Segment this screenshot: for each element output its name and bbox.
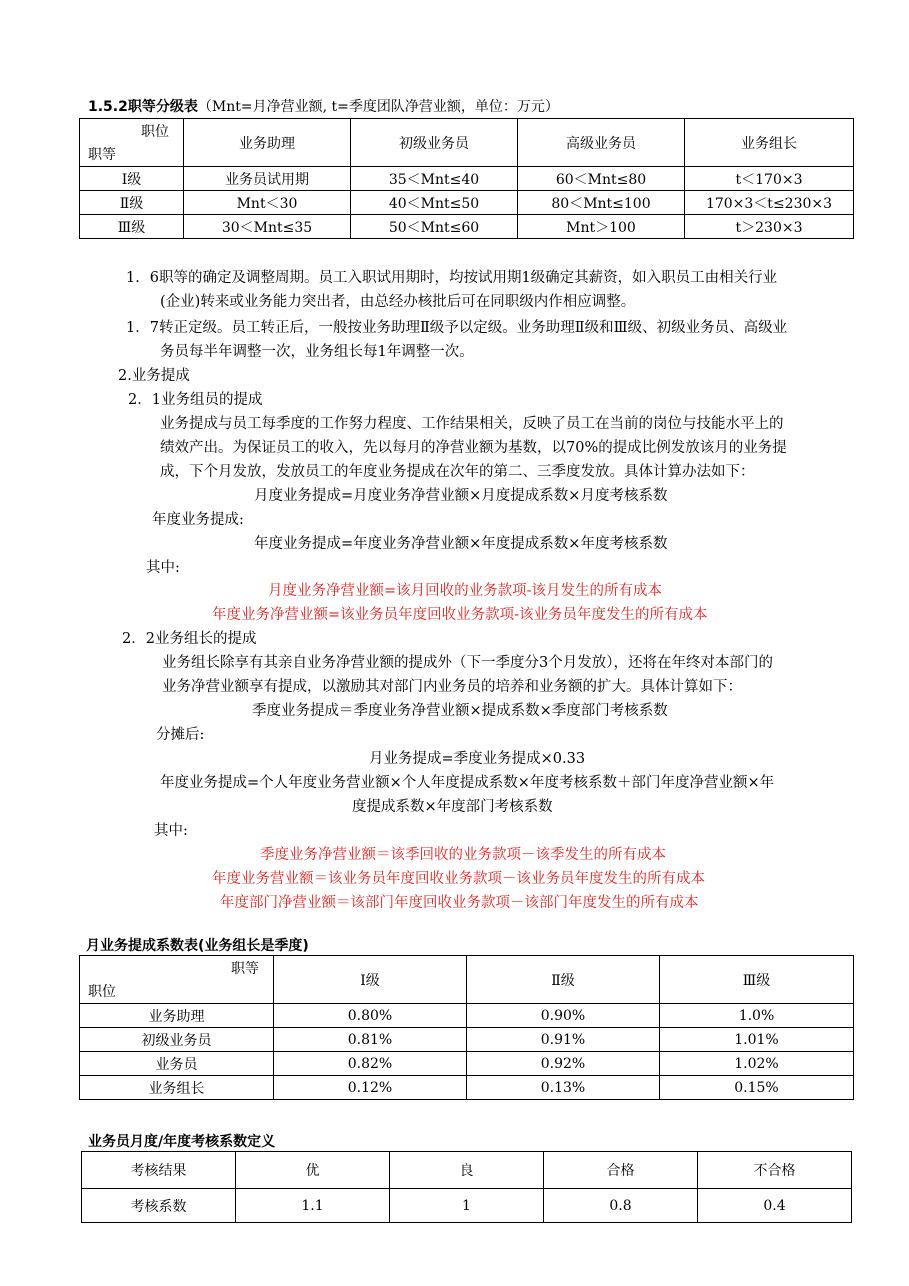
table2-corner-top: 职等	[231, 961, 259, 977]
formula-annual-leader: 年度业务提成=个人年度业务营业额×个人年度提成系数×年度考核系数＋部门年度净营业额×年	[160, 775, 775, 791]
formula-monthly: 月度业务提成=月度业务净营业额×月度提成系数×月度考核系数	[254, 488, 668, 504]
table-cell: 0.80%	[274, 1004, 467, 1028]
position-label: 业务助理	[80, 1004, 274, 1028]
table-cell: 0.90%	[467, 1004, 660, 1028]
paragraph-1-6-cont: (企业)转来或业务能力突出者，由总经办核批后可在同职级内作相应调整。	[160, 294, 636, 310]
position-label: 初级业务员	[80, 1028, 274, 1052]
table1-corner-top: 职位	[141, 124, 169, 140]
formula-monthly-split: 月业务提成=季度业务提成×0.33	[369, 751, 586, 767]
grade-label: Ⅱ级	[80, 191, 184, 215]
annual-label: 年度业务提成:	[152, 512, 244, 528]
table-cell: 80＜Mnt≤100	[518, 191, 685, 215]
paragraph-2-1: 业务提成与员工每季度的工作努力程度、工作结果相关，反映了员工在当前的岗位与技能水平上的	[160, 416, 784, 432]
definition-quarterly-net: 季度业务净营业额＝该季回收的业务款项－该季发生的所有成本	[260, 847, 666, 863]
table-cell: 1.02%	[660, 1052, 854, 1076]
paragraph-2-1-cont: 绩效产出。为保证员工的收入，先以每月的净营业额为基数，以70%的提成比例发放该月的业务提	[160, 440, 787, 456]
table-cell: 良	[390, 1152, 544, 1189]
table1-header: 初级业务员	[351, 119, 518, 167]
row-label: 考核系数	[82, 1189, 236, 1223]
row-label: 考核结果	[82, 1152, 236, 1189]
commission-rate-table	[79, 955, 854, 1100]
grade-label: Ⅰ级	[80, 167, 184, 191]
table1-title-line	[88, 96, 559, 116]
table1-corner-cell	[80, 119, 184, 167]
position-label: 业务员	[80, 1052, 274, 1076]
table-row	[80, 215, 854, 239]
paragraph-2-2: 业务组长除享有其亲自业务净营业额的提成外（下一季度分3个月发放），还将在年终对本部门的	[162, 655, 773, 671]
table1-header: 高级业务员	[518, 119, 685, 167]
table-cell: 50＜Mnt≤60	[351, 215, 518, 239]
table-cell: t＜170×3	[685, 167, 854, 191]
table2-title: 月业务提成系数表(业务组长是季度)	[86, 938, 309, 954]
table-cell: 0.4	[698, 1189, 852, 1223]
formula-quarterly: 季度业务提成＝季度业务净营业额×提成系数×季度部门考核系数	[252, 703, 668, 719]
table3-title: 业务员月度/年度考核系数定义	[88, 1134, 276, 1150]
formula-annual: 年度业务提成=年度业务净营业额×年度提成系数×年度考核系数	[254, 536, 668, 552]
table-row	[80, 191, 854, 215]
table-cell: 60＜Mnt≤80	[518, 167, 685, 191]
note-label: 其中:	[146, 560, 180, 576]
table1-header: 业务助理	[184, 119, 351, 167]
table-cell: 1.01%	[660, 1028, 854, 1052]
table-cell: 0.82%	[274, 1052, 467, 1076]
section-2-2-heading: 2．2业务组长的提成	[122, 631, 257, 647]
table-cell: 1.0%	[660, 1004, 854, 1028]
table-row	[82, 1189, 852, 1223]
table1-title: 1.5.2职等分级表	[88, 99, 198, 115]
table2-corner-cell	[80, 956, 274, 1004]
paragraph-1-7: 1．7转正定级。员工转正后，一般按业务助理Ⅱ级予以定级。业务助理Ⅱ级和Ⅲ级、初级业务员、高级业	[126, 320, 788, 336]
table-cell: 优	[236, 1152, 390, 1189]
table-cell: 0.92%	[467, 1052, 660, 1076]
table-cell: 40＜Mnt≤50	[351, 191, 518, 215]
paragraph-2-2-cont: 业务净营业额享有提成，以激励其对部门内业务员的培养和业务额的扩大。具体计算如下：	[162, 679, 742, 695]
section-2-heading: 2.业务提成	[118, 368, 190, 384]
definition-annual-revenue: 年度业务营业额＝该业务员年度回收业务款项－该业务员年度发生的所有成本	[212, 871, 705, 887]
table2-header: Ⅱ级	[467, 956, 660, 1004]
formula-annual-leader-cont: 度提成系数×年度部门考核系数	[352, 799, 553, 815]
position-label: 业务组长	[80, 1076, 274, 1100]
table-row	[80, 1004, 854, 1028]
table-cell: 0.12%	[274, 1076, 467, 1100]
table2-corner-bottom: 职位	[88, 984, 116, 1000]
table-cell: Mnt＞100	[518, 215, 685, 239]
section-2-1-heading: 2．1业务组员的提成	[128, 392, 263, 408]
table-cell: t＞230×3	[685, 215, 854, 239]
table1-header-row	[80, 119, 854, 167]
table-cell: 0.91%	[467, 1028, 660, 1052]
grade-label: Ⅲ级	[80, 215, 184, 239]
table-cell: 170×3＜t≤230×3	[685, 191, 854, 215]
grade-table	[79, 118, 854, 239]
paragraph-1-7-cont: 务员每半年调整一次，业务组长每1年调整一次。	[160, 344, 474, 360]
table-cell: 1	[390, 1189, 544, 1223]
table-cell: 不合格	[698, 1152, 852, 1189]
table-row	[80, 1028, 854, 1052]
table-cell: 业务员试用期	[184, 167, 351, 191]
note-label: 其中:	[154, 823, 188, 839]
paragraph-1-6: 1．6职等的确定及调整周期。员工入职试用期时，均按试用期1级确定其薪资，如入职员工由相关行业	[126, 270, 778, 286]
evaluation-coefficient-table	[81, 1151, 852, 1223]
split-label: 分摊后:	[156, 727, 205, 743]
table-row	[80, 167, 854, 191]
table-cell: 35＜Mnt≤40	[351, 167, 518, 191]
table-row	[82, 1152, 852, 1189]
table1-header: 业务组长	[685, 119, 854, 167]
table-cell: Mnt＜30	[184, 191, 351, 215]
table-cell: 1.1	[236, 1189, 390, 1223]
definition-dept-annual-net: 年度部门净营业额＝该部门年度回收业务款项－该部门年度发生的所有成本	[220, 895, 699, 911]
table1-note: （Mnt=月净营业额, t=季度团队净营业额，单位：万元）	[197, 99, 559, 115]
table-cell: 30＜Mnt≤35	[184, 215, 351, 239]
table-row	[80, 1052, 854, 1076]
table-cell: 合格	[544, 1152, 698, 1189]
table2-header: Ⅲ级	[660, 956, 854, 1004]
table-cell: 0.8	[544, 1189, 698, 1223]
definition-monthly-net: 月度业务净营业额=该月回收的业务款项-该月发生的所有成本	[268, 583, 663, 599]
table2-header-row	[80, 956, 854, 1004]
table-cell: 0.13%	[467, 1076, 660, 1100]
table1-corner-bottom: 职等	[88, 147, 116, 163]
table-row	[80, 1076, 854, 1100]
table-cell: 0.81%	[274, 1028, 467, 1052]
table2-header: Ⅰ级	[274, 956, 467, 1004]
definition-annual-net: 年度业务净营业额=该业务员年度回收业务款项-该业务员年度发生的所有成本	[212, 607, 708, 623]
paragraph-2-1-cont: 成，下个月发放，发放员工的年度业务提成在次年的第二、三季度发放。具体计算办法如下：	[160, 464, 755, 480]
table-cell: 0.15%	[660, 1076, 854, 1100]
